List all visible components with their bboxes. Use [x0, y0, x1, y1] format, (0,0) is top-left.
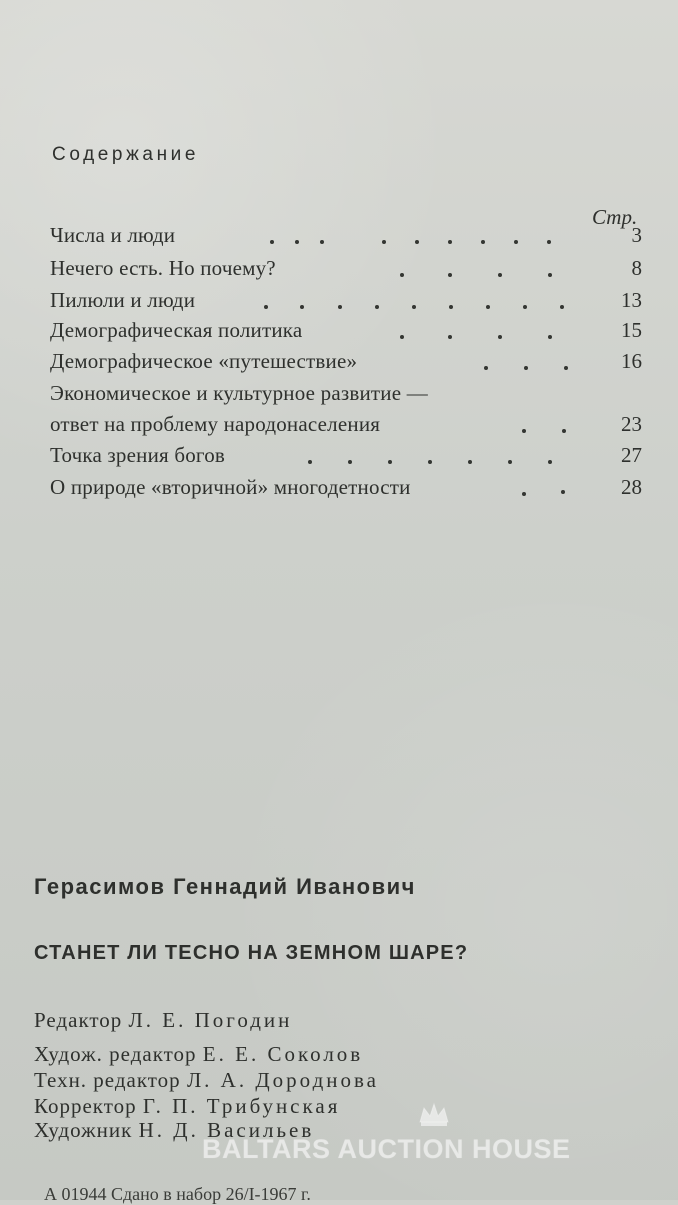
leader-dot — [320, 240, 324, 244]
credit-label: Художник — [34, 1118, 133, 1142]
toc-item — [50, 472, 642, 502]
leader-dot — [522, 492, 526, 496]
leader-dot — [375, 305, 379, 309]
leader-dot — [348, 460, 352, 464]
toc-page-number: 15 — [621, 318, 642, 342]
leader-dot — [561, 490, 565, 494]
credit-art-editor — [34, 1042, 363, 1066]
toc-page-number: 16 — [621, 349, 642, 373]
leader-dot — [428, 460, 432, 464]
toc-page-number: 27 — [621, 443, 642, 467]
author-name: Герасимов Геннадий Иванович — [34, 874, 416, 899]
credit-name: Е. Е. Соколов — [202, 1042, 364, 1066]
credit-label: Худож. редактор — [34, 1042, 197, 1066]
leader-dot — [449, 305, 453, 309]
toc-item — [50, 253, 642, 283]
toc-page-number: 28 — [621, 475, 642, 499]
leader-dot — [382, 240, 386, 244]
leader-dot — [270, 240, 274, 244]
leader-dot — [562, 429, 566, 433]
auction-watermark: BALTARS AUCTION HOUSE — [202, 1134, 571, 1164]
leader-dot — [486, 305, 490, 309]
leader-dot — [564, 366, 568, 370]
toc-title: Точка зрения богов — [50, 443, 226, 467]
toc-item — [50, 285, 642, 315]
leader-dot — [300, 305, 304, 309]
leader-dot — [415, 240, 419, 244]
leader-dot — [524, 366, 528, 370]
leader-dot — [448, 335, 452, 339]
leader-dot — [468, 460, 472, 464]
credit-name: Г. П. Трибунская — [142, 1094, 341, 1118]
toc-title: Нечего есть. Но почему? — [50, 256, 276, 280]
credit-label: Редактор — [34, 1008, 123, 1032]
leader-dot — [547, 240, 551, 244]
leader-dot — [295, 240, 299, 244]
credit-label: Техн. редактор — [34, 1068, 181, 1092]
toc-item — [50, 440, 642, 470]
leader-dot — [308, 460, 312, 464]
credit-label: Корректор — [34, 1094, 137, 1118]
leader-dot — [523, 305, 527, 309]
leader-dot — [514, 240, 518, 244]
leader-dot — [400, 273, 404, 277]
leader-dot — [448, 273, 452, 277]
contents-heading: Содержание — [52, 144, 200, 165]
leader-dot — [548, 460, 552, 464]
credit-name: Л. А. Дороднова — [186, 1068, 379, 1092]
leader-dot — [484, 366, 488, 370]
toc-page-number: 8 — [631, 256, 642, 280]
book-title: СТАНЕТ ЛИ ТЕСНО НА ЗЕМНОМ ШАРЕ? — [34, 942, 469, 964]
leader-dot — [412, 305, 416, 309]
page-column-label: Стр. — [592, 205, 638, 229]
toc-title: Числа и люди — [50, 223, 176, 247]
toc-title: Экономическое и культурное развитие — — [50, 381, 428, 405]
leader-dot — [522, 429, 526, 433]
leader-dot — [498, 273, 502, 277]
leader-dot — [388, 460, 392, 464]
toc-page-number: 3 — [631, 223, 642, 247]
leader-dot — [338, 305, 342, 309]
leader-dot — [498, 335, 502, 339]
credit-tech-editor — [34, 1068, 379, 1092]
leader-dot — [548, 335, 552, 339]
toc-title: О природе «вторичной» многодетности — [50, 475, 411, 499]
credit-name: Н. Д. Васильев — [138, 1118, 315, 1142]
print-footer: А 01944 Сдано в набор 26/I-1967 г. — [44, 1184, 311, 1204]
toc-title: Пилюли и люди — [50, 288, 196, 312]
credit-editor — [34, 1008, 292, 1032]
leader-dot — [560, 305, 564, 309]
toc-page-number: 23 — [621, 412, 642, 436]
toc-item — [50, 409, 642, 439]
leader-dot — [548, 273, 552, 277]
toc-item — [50, 315, 642, 345]
leader-dot — [508, 460, 512, 464]
leader-dot — [264, 305, 268, 309]
crown-icon — [416, 1100, 452, 1128]
credit-proofreader — [34, 1094, 340, 1118]
leader-dot — [481, 240, 485, 244]
leader-dot — [448, 240, 452, 244]
toc-title: Демографическая политика — [50, 318, 303, 342]
toc-item — [50, 346, 642, 376]
credit-name: Л. Е. Погодин — [128, 1008, 293, 1032]
toc-item-continued — [50, 378, 642, 408]
toc-title: ответ на проблему народонаселения — [50, 412, 381, 436]
toc-title: Демографическое «путешествие» — [50, 349, 358, 373]
toc-page-number: 13 — [621, 288, 642, 312]
leader-dot — [400, 335, 404, 339]
toc-item — [50, 220, 642, 250]
